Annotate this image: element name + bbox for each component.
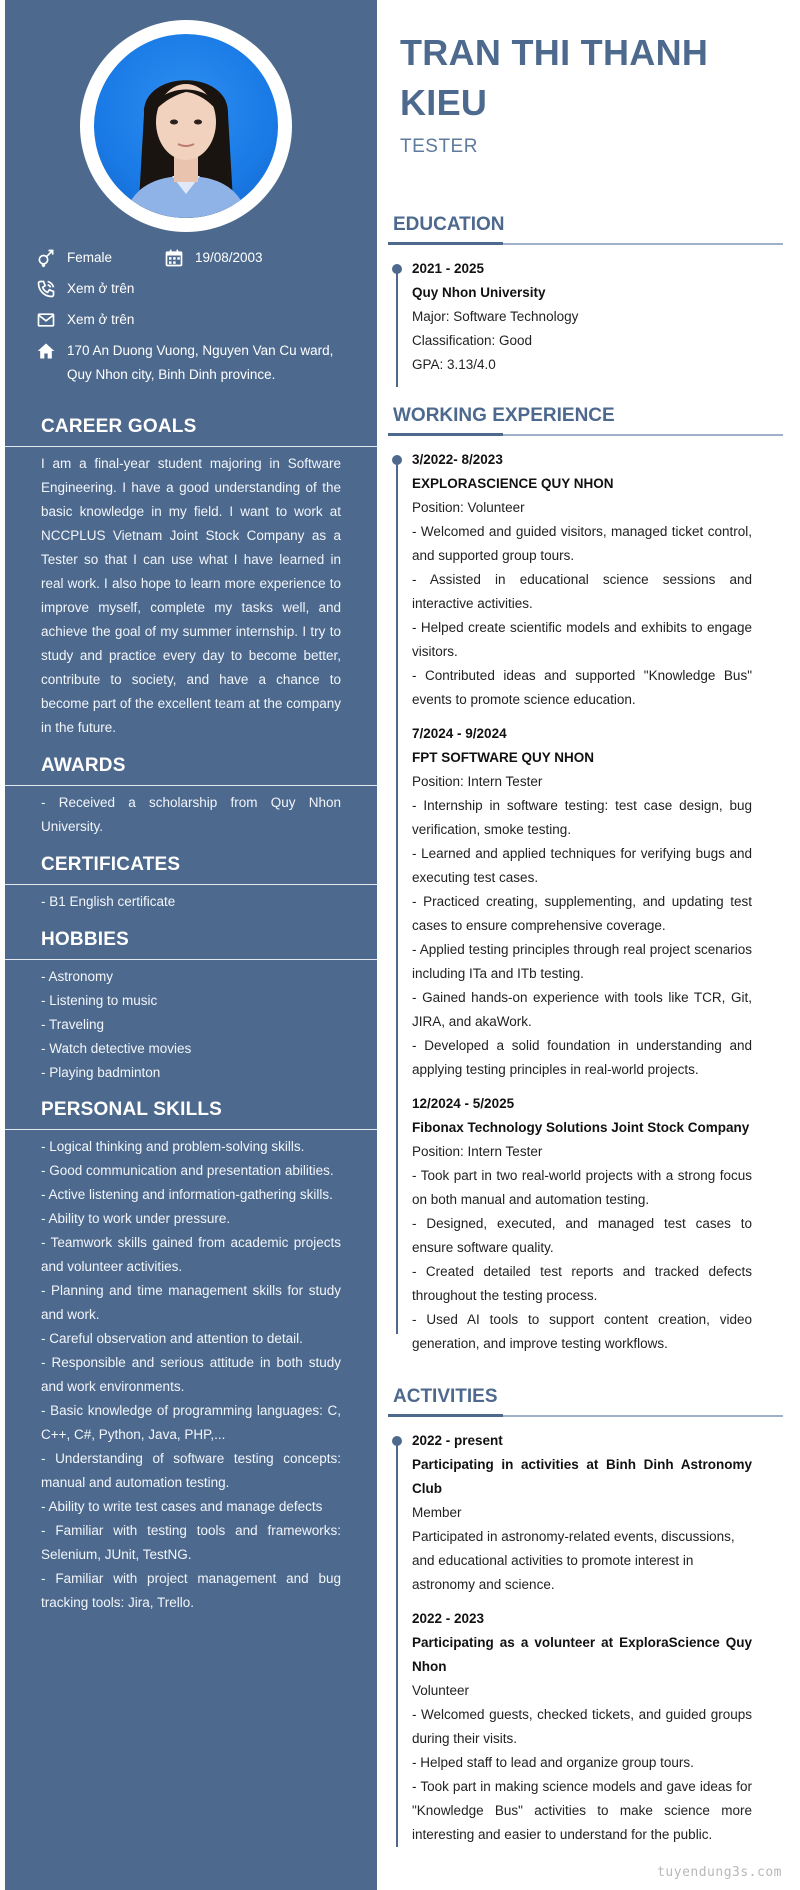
list-item: - Familiar with testing tools and frameworks: Selenium, JUnit, TestNG. [41, 1523, 341, 1562]
phone-icon [35, 278, 57, 300]
list-item: - Careful observation and attention to detail. [41, 1331, 303, 1346]
list-item: - Understanding of software testing concepts: manual and automation testing. [41, 1451, 341, 1490]
entry-line: - Took part in two real-world projects with a strong focus on both manual and automation testing. [412, 1168, 752, 1207]
hobbies-title: HOBBIES [41, 929, 129, 950]
list-item: - Ability to work under pressure. [41, 1211, 231, 1226]
entry-line: - Helped create scientific models and exhibits to engage visitors. [412, 620, 752, 659]
entry-line: - Contributed ideas and supported "Knowledge Bus" events to promote science education. [412, 668, 752, 707]
activities-title: ACTIVITIES [393, 1386, 498, 1407]
activity-entry [412, 1607, 752, 1847]
timeline-dot [392, 455, 402, 465]
entry-date: 7/2024 - 9/2024 [412, 726, 507, 741]
awards-list [41, 791, 341, 839]
experience-divider-accent [388, 433, 503, 436]
list-item: - Logical thinking and problem-solving skills. [41, 1139, 305, 1154]
timeline-dot [392, 1436, 402, 1446]
list-item: - Received a scholarship from Quy Nhon University. [41, 795, 341, 834]
experience-title: WORKING EXPERIENCE [393, 405, 615, 426]
skills-divider [5, 1129, 377, 1130]
entry-line: GPA: 3.13/4.0 [412, 357, 496, 372]
experience-timeline [396, 456, 398, 1334]
list-item: - Active listening and information-gathering skills. [41, 1187, 333, 1202]
email-row [35, 308, 134, 332]
entry-line: Position: Intern Tester [412, 774, 543, 789]
candidate-name: TRAN THI THANH KIEU [400, 32, 709, 123]
list-item: - B1 English certificate [41, 894, 176, 909]
experience-entry [412, 1092, 752, 1356]
address-value: 170 An Duong Vuong, Nguyen Van Cu ward, Quy Nhon city, Binh Dinh province. [67, 343, 334, 382]
activities-divider-accent [388, 1414, 503, 1417]
watermark: tuyendung3s.com [657, 1865, 782, 1880]
birthdate-row [163, 246, 263, 270]
entry-line: Classification: Good [412, 333, 533, 348]
entry-line: Member [412, 1505, 462, 1520]
entry-date: 3/2022- 8/2023 [412, 452, 503, 467]
certificates-list [41, 890, 341, 914]
entry-org: Quy Nhon University [412, 285, 546, 300]
birthdate-value: 19/08/2003 [195, 250, 263, 265]
certificates-divider [5, 884, 377, 885]
entry-line: - Designed, executed, and managed test cases to ensure software quality. [412, 1216, 752, 1255]
list-item: - Planning and time management skills for study and work. [41, 1283, 341, 1322]
phone-row [35, 277, 134, 301]
certificates-title: CERTIFICATES [41, 854, 181, 875]
entry-line: Major: Software Technology [412, 309, 579, 324]
entry-line: - Created detailed test reports and tracked defects throughout the testing process. [412, 1264, 752, 1303]
awards-divider [5, 785, 377, 786]
entry-line: - Welcomed and guided visitors, managed ticket control, and supported group tours. [412, 524, 752, 563]
entry-line: - Internship in software testing: test case design, bug verification, smoke testing. [412, 798, 752, 837]
gender-row [35, 246, 112, 270]
entry-line: - Practiced creating, supplementing, and updating test cases to ensure comprehensive coverage. [412, 894, 752, 933]
entry-line: - Took part in making science models and gave ideas for "Knowledge Bus" activities to make science more interesting and easier to understand for the public. [412, 1779, 752, 1842]
timeline-dot [392, 264, 402, 274]
education-timeline [396, 265, 398, 387]
entry-org: Participating as a volunteer at ExploraScience Quy Nhon [412, 1635, 752, 1674]
phone-value: Xem ở trên [67, 281, 135, 296]
avatar [80, 20, 292, 232]
entry-date: 2022 - 2023 [412, 1611, 485, 1626]
entry-line: - Helped staff to lead and organize group tours. [412, 1755, 694, 1770]
career-goals-text: I am a final-year student majoring in Software Engineering. I have a good understanding of the basic knowledge in my field. I want to work at NCCPLUS Vietnam Joint Stock Company as a Tester so that I can use what I have learned in real work. I also hope to learn more experience to improve myself, complete my tasks well, and achieve the goal of my summer internship. I try to study and practice every day to become better, contribute to society, and have a chance to become part of the excellent team at the company in the future. [41, 456, 341, 735]
education-entry [412, 257, 752, 377]
list-item: - Responsible and serious attitude in both study and work environments. [41, 1355, 341, 1394]
activity-entry [412, 1429, 752, 1597]
hobbies-list [41, 965, 341, 1085]
career-goals-title: CAREER GOALS [41, 416, 197, 437]
list-item: - Watch detective movies [41, 1041, 192, 1056]
experience-entry [412, 448, 752, 712]
entry-date: 2022 - present [412, 1433, 503, 1448]
entry-org: Participating in activities at Binh Dinh Astronomy Club [412, 1457, 752, 1496]
entry-date: 2021 - 2025 [412, 261, 485, 276]
profile-photo [94, 34, 278, 218]
skills-title: PERSONAL SKILLS [41, 1099, 223, 1120]
experience-entry [412, 722, 752, 1082]
career-goals-divider [5, 446, 377, 447]
calendar-icon [163, 247, 185, 269]
gender-icon [35, 247, 57, 269]
list-item: - Traveling [41, 1017, 105, 1032]
entry-line: - Learned and applied techniques for verifying bugs and executing test cases. [412, 846, 752, 885]
education-divider-accent [388, 242, 503, 245]
entry-line: - Developed a solid foundation in understanding and applying testing principles in real-world projects. [412, 1038, 752, 1077]
list-item: - Listening to music [41, 993, 158, 1008]
entry-org: Fibonax Technology Solutions Joint Stock Company [412, 1120, 750, 1135]
list-item: - Good communication and presentation abilities. [41, 1163, 334, 1178]
entry-line: Volunteer [412, 1683, 470, 1698]
awards-title: AWARDS [41, 755, 126, 776]
hobbies-divider [5, 959, 377, 960]
gender-value: Female [67, 250, 113, 265]
skills-list [41, 1135, 341, 1615]
entry-date: 12/2024 - 5/2025 [412, 1096, 515, 1111]
home-icon [35, 340, 57, 362]
entry-org: EXPLORASCIENCE QUY NHON [412, 476, 614, 491]
entry-line: Position: Intern Tester [412, 1144, 543, 1159]
entry-line: Position: Volunteer [412, 500, 525, 515]
entry-line: - Used AI tools to support content creation, video generation, and improve testing workflows. [412, 1312, 752, 1351]
envelope-icon [35, 309, 57, 331]
address-row [35, 339, 355, 387]
education-title: EDUCATION [393, 214, 505, 235]
list-item: - Teamwork skills gained from academic projects and volunteer activities. [41, 1235, 341, 1274]
list-item: - Familiar with project management and bug tracking tools: Jira, Trello. [41, 1571, 341, 1610]
entry-line: - Gained hands-on experience with tools like TCR, Git, JIRA, and akaWork. [412, 990, 752, 1029]
entry-line: - Assisted in educational science sessions and interactive activities. [412, 572, 752, 611]
list-item: - Playing badminton [41, 1065, 161, 1080]
activities-timeline [396, 1437, 398, 1847]
list-item: - Ability to write test cases and manage defects [41, 1499, 323, 1514]
entry-org: FPT SOFTWARE QUY NHON [412, 750, 595, 765]
candidate-role: TESTER [400, 136, 478, 157]
list-item: - Astronomy [41, 969, 114, 984]
entry-line: Participated in astronomy-related events, discussions, and educational activities to promote interest in astronomy and science. [412, 1529, 735, 1592]
list-item: - Basic knowledge of programming languages: C, C++, C#, Python, Java, PHP,... [41, 1403, 341, 1442]
entry-line: - Applied testing principles through real project scenarios including ITa and ITb testing. [412, 942, 752, 981]
email-value: Xem ở trên [67, 312, 135, 327]
sidebar [5, 0, 377, 1890]
entry-line: - Welcomed guests, checked tickets, and guided groups during their visits. [412, 1707, 752, 1746]
